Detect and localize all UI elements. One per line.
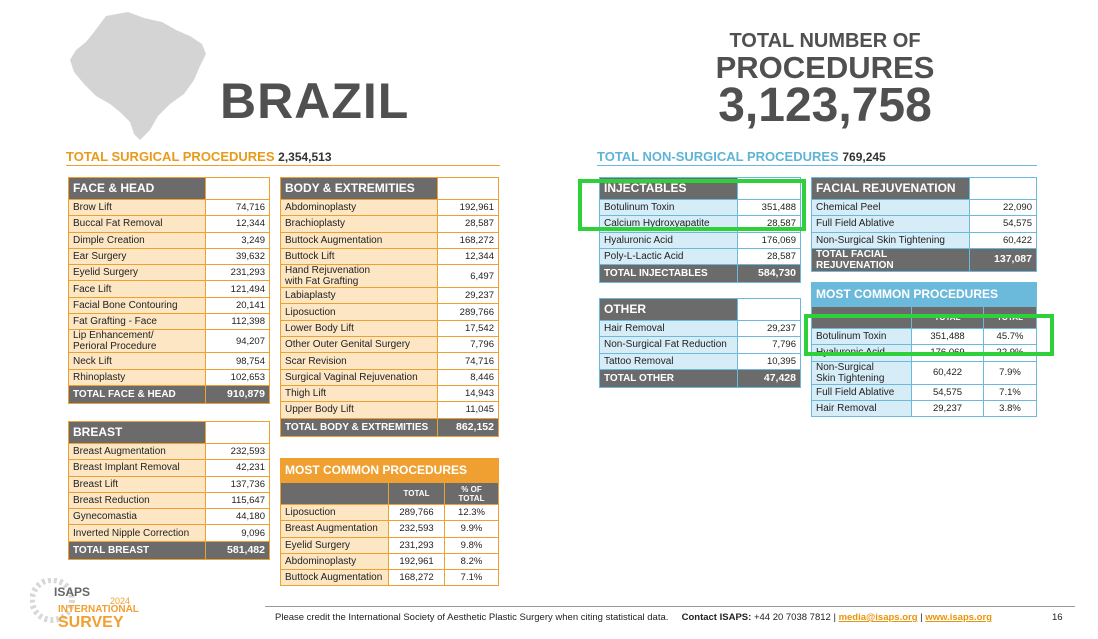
row-value: 6,497 (438, 265, 499, 288)
row-label: Poly-L-Lactic Acid (600, 248, 738, 264)
row-percent: 9.9% (445, 521, 499, 537)
row-value: 29,237 (738, 321, 801, 337)
row-label: Eyelid Surgery (281, 537, 389, 553)
total-label: TOTAL OTHER (600, 369, 738, 387)
brazil-map-icon (66, 8, 212, 144)
row-label: Hair Removal (812, 400, 912, 416)
row-value: 115,647 (206, 492, 270, 508)
row-percent: 7.1% (445, 570, 499, 586)
table-row (69, 444, 270, 460)
email-link[interactable]: media@isaps.org (838, 612, 918, 623)
total-label: TOTAL FACE & HEAD (69, 385, 206, 403)
face-head-table (68, 177, 270, 404)
row-label: Breast Reduction (69, 492, 206, 508)
table-row (281, 537, 499, 553)
website-link[interactable]: www.isaps.org (925, 612, 992, 623)
table-row (812, 384, 1037, 400)
row-label: Face Lift (69, 281, 206, 297)
table-row (69, 525, 270, 541)
row-value: 12,344 (206, 216, 270, 232)
row-label: Full Field Ablative (812, 216, 970, 232)
row-label: Lip Enhancement/ Perioral Procedure (69, 330, 206, 353)
row-value: 54,575 (912, 384, 984, 400)
table-row (281, 232, 499, 248)
table-row (69, 200, 270, 216)
table-title: OTHER (600, 299, 738, 321)
table-row (69, 492, 270, 508)
row-value: 54,575 (970, 216, 1037, 232)
table-row (600, 248, 801, 264)
row-value: 231,293 (389, 537, 445, 553)
body-extremities-table (280, 177, 499, 437)
row-value: 17,542 (438, 320, 499, 336)
row-label: Lower Body Lift (281, 320, 438, 336)
row-label: Brachioplasty (281, 216, 438, 232)
row-value: 102,653 (206, 369, 270, 385)
table-row (812, 200, 1037, 216)
row-label: Breast Implant Removal (69, 460, 206, 476)
total-value: 581,482 (206, 541, 270, 559)
divider (597, 165, 1037, 166)
table-row (600, 321, 801, 337)
total-value: 47,428 (738, 369, 801, 387)
row-value: 60,422 (970, 232, 1037, 248)
row-label: Hyaluronic Acid (600, 232, 738, 248)
row-value: 112,398 (206, 314, 270, 330)
row-label: Buccal Fat Removal (69, 216, 206, 232)
table-row (281, 402, 499, 418)
row-label: Other Outer Genital Surgery (281, 337, 438, 353)
row-label: Non-Surgical Skin Tightening (812, 361, 912, 384)
row-value: 7,796 (738, 337, 801, 353)
row-label: Full Field Ablative (812, 384, 912, 400)
row-label: Rhinoplasty (69, 369, 206, 385)
row-value: 231,293 (206, 265, 270, 281)
row-label: Non-Surgical Fat Reduction (600, 337, 738, 353)
table-row (600, 232, 801, 248)
row-value: 137,736 (206, 476, 270, 492)
row-value: 351,488 (912, 329, 984, 345)
table-row (281, 385, 499, 401)
table-row (812, 400, 1037, 416)
row-value: 42,231 (206, 460, 270, 476)
row-value: 20,141 (206, 297, 270, 313)
row-value: 60,422 (912, 361, 984, 384)
table-title: MOST COMMON PROCEDURES (281, 459, 499, 483)
table-row (69, 216, 270, 232)
row-label: Hyaluronic Acid (812, 345, 912, 361)
row-label: Fat Grafting - Face (69, 314, 206, 330)
total-label: TOTAL INJECTABLES (600, 265, 738, 283)
row-value: 289,766 (389, 505, 445, 521)
table-row (69, 297, 270, 313)
other-table (599, 298, 801, 388)
row-label: Chemical Peel (812, 200, 970, 216)
row-value: 14,943 (438, 385, 499, 401)
table-row (69, 314, 270, 330)
facial-rejuvenation-table (811, 177, 1037, 272)
row-value: 176,069 (912, 345, 984, 361)
row-percent: 45.7% (984, 329, 1037, 345)
row-value: 74,716 (438, 353, 499, 369)
row-percent: 3.8% (984, 400, 1037, 416)
row-label: Neck Lift (69, 353, 206, 369)
most-common-surgical-table (280, 458, 499, 586)
highlight-box (578, 179, 806, 231)
row-value: 94,207 (206, 330, 270, 353)
table-title: INJECTABLES (600, 178, 738, 200)
table-title: FACIAL REJUVENATION (812, 178, 970, 200)
row-value: 28,587 (738, 216, 801, 232)
total-procedures-label: TOTAL NUMBER OF (729, 30, 921, 52)
total-value: 137,087 (970, 248, 1037, 271)
row-label: Buttock Augmentation (281, 232, 438, 248)
row-label: Breast Augmentation (281, 521, 389, 537)
table-row (69, 248, 270, 264)
row-label: Abdominoplasty (281, 553, 389, 569)
table-row (281, 320, 499, 336)
col-header-pct: % OF TOTAL (445, 483, 499, 505)
table-row (69, 509, 270, 525)
table-row (281, 553, 499, 569)
row-value: 8,446 (438, 369, 499, 385)
row-value: 7,796 (438, 337, 499, 353)
table-row (600, 353, 801, 369)
table-row (69, 281, 270, 297)
row-label: Ear Surgery (69, 248, 206, 264)
row-value: 3,249 (206, 232, 270, 248)
row-label: Buttock Lift (281, 248, 438, 264)
table-row (281, 216, 499, 232)
row-value: 351,488 (738, 200, 801, 216)
row-value: 44,180 (206, 509, 270, 525)
row-label: Scar Revision (281, 353, 438, 369)
row-percent: 8.2% (445, 553, 499, 569)
row-percent: 7.9% (984, 361, 1037, 384)
footer: Please credit the International Society of Aesthetic Plastic Surgery when citing statistical data. Contact ISAPS: +44 20 7038 7812 | media@isaps.org | www.isaps.org (275, 612, 992, 623)
table-row (812, 216, 1037, 232)
col-header-pct: TOTAL (984, 307, 1037, 329)
table-row (69, 460, 270, 476)
row-percent: 22.9% (984, 345, 1037, 361)
row-value: 192,961 (389, 553, 445, 569)
table-row (281, 505, 499, 521)
country-title: BRAZIL (220, 73, 410, 129)
table-row (281, 337, 499, 353)
col-header-total: TOTAL (912, 307, 984, 329)
row-percent: 12.3% (445, 505, 499, 521)
row-value: 168,272 (438, 232, 499, 248)
row-value: 232,593 (389, 521, 445, 537)
row-value: 22,090 (970, 200, 1037, 216)
row-label: Surgical Vaginal Rejuvenation (281, 369, 438, 385)
footer-divider (265, 606, 1075, 607)
row-label: Brow Lift (69, 200, 206, 216)
row-label: Botulinum Toxin (600, 200, 738, 216)
table-row (812, 232, 1037, 248)
row-value: 192,961 (438, 200, 499, 216)
row-value: 176,069 (738, 232, 801, 248)
row-label: Dimple Creation (69, 232, 206, 248)
divider (66, 165, 500, 166)
table-row (69, 232, 270, 248)
row-label: Hand Rejuvenation with Fat Grafting (281, 265, 438, 288)
nonsurgical-section-header: TOTAL NON-SURGICAL PROCEDURES 769,245 (597, 149, 886, 164)
row-label: Liposuction (281, 505, 389, 521)
surgical-section-header: TOTAL SURGICAL PROCEDURES 2,354,513 (66, 149, 332, 164)
row-label: Labiaplasty (281, 288, 438, 304)
row-value: 98,754 (206, 353, 270, 369)
row-value: 28,587 (438, 216, 499, 232)
row-label: Thigh Lift (281, 385, 438, 401)
logo-text: ISAPS (54, 585, 91, 599)
highlight-box (804, 314, 1054, 356)
row-label: Non-Surgical Skin Tightening (812, 232, 970, 248)
table-row (281, 265, 499, 288)
row-label: Upper Body Lift (281, 402, 438, 418)
row-value: 29,237 (438, 288, 499, 304)
row-value: 10,395 (738, 353, 801, 369)
table-row (281, 200, 499, 216)
table-row (281, 248, 499, 264)
table-row (281, 288, 499, 304)
table-row (600, 337, 801, 353)
row-value: 9,096 (206, 525, 270, 541)
table-row (69, 353, 270, 369)
row-value: 121,494 (206, 281, 270, 297)
row-label: Inverted Nipple Correction (69, 525, 206, 541)
total-procedures-label-2: PROCEDURES (715, 50, 935, 85)
row-value: 28,587 (738, 248, 801, 264)
row-label: Abdominoplasty (281, 200, 438, 216)
row-label: Hair Removal (600, 321, 738, 337)
row-value: 29,237 (912, 400, 984, 416)
table-row (69, 265, 270, 281)
row-value: 232,593 (206, 444, 270, 460)
total-procedures-value: 3,123,758 (718, 79, 932, 132)
total-value: 910,879 (206, 385, 270, 403)
row-value: 11,045 (438, 402, 499, 418)
table-row (281, 304, 499, 320)
row-percent: 9.8% (445, 537, 499, 553)
row-label: Tattoo Removal (600, 353, 738, 369)
row-label: Gynecomastia (69, 509, 206, 525)
logo-text-2: INTERNATIONAL (58, 604, 139, 615)
table-row (281, 570, 499, 586)
table-title: BODY & EXTREMITIES (281, 178, 438, 200)
col-header-total: TOTAL (389, 483, 445, 505)
breast-table (68, 421, 270, 560)
row-value: 39,632 (206, 248, 270, 264)
row-percent: 7.1% (984, 384, 1037, 400)
row-value: 12,344 (438, 248, 499, 264)
row-label: Facial Bone Contouring (69, 297, 206, 313)
row-label: Eyelid Surgery (69, 265, 206, 281)
table-row (69, 369, 270, 385)
row-label: Calcium Hydroxyapatite (600, 216, 738, 232)
row-value: 74,716 (206, 200, 270, 216)
table-title: FACE & HEAD (69, 178, 206, 200)
total-label: TOTAL BODY & EXTREMITIES (281, 418, 438, 436)
table-row (281, 353, 499, 369)
table-row (281, 521, 499, 537)
table-row (69, 330, 270, 353)
page-number: 16 (1052, 612, 1063, 623)
row-label: Buttock Augmentation (281, 570, 389, 586)
total-value: 862,152 (438, 418, 499, 436)
table-row (281, 369, 499, 385)
table-row (69, 476, 270, 492)
total-value: 584,730 (738, 265, 801, 283)
table-title: MOST COMMON PROCEDURES (812, 283, 1037, 307)
row-label: Liposuction (281, 304, 438, 320)
row-value: 289,766 (438, 304, 499, 320)
total-label: TOTAL BREAST (69, 541, 206, 559)
row-label: Breast Augmentation (69, 444, 206, 460)
row-label: Breast Lift (69, 476, 206, 492)
total-label: TOTAL FACIAL REJUVENATION (812, 248, 970, 271)
logo-year: 2024 (110, 596, 131, 606)
table-row (812, 361, 1037, 384)
row-label: Botulinum Toxin (812, 329, 912, 345)
table-title: BREAST (69, 422, 206, 444)
row-value: 168,272 (389, 570, 445, 586)
logo-text-3: SURVEY (58, 614, 124, 631)
